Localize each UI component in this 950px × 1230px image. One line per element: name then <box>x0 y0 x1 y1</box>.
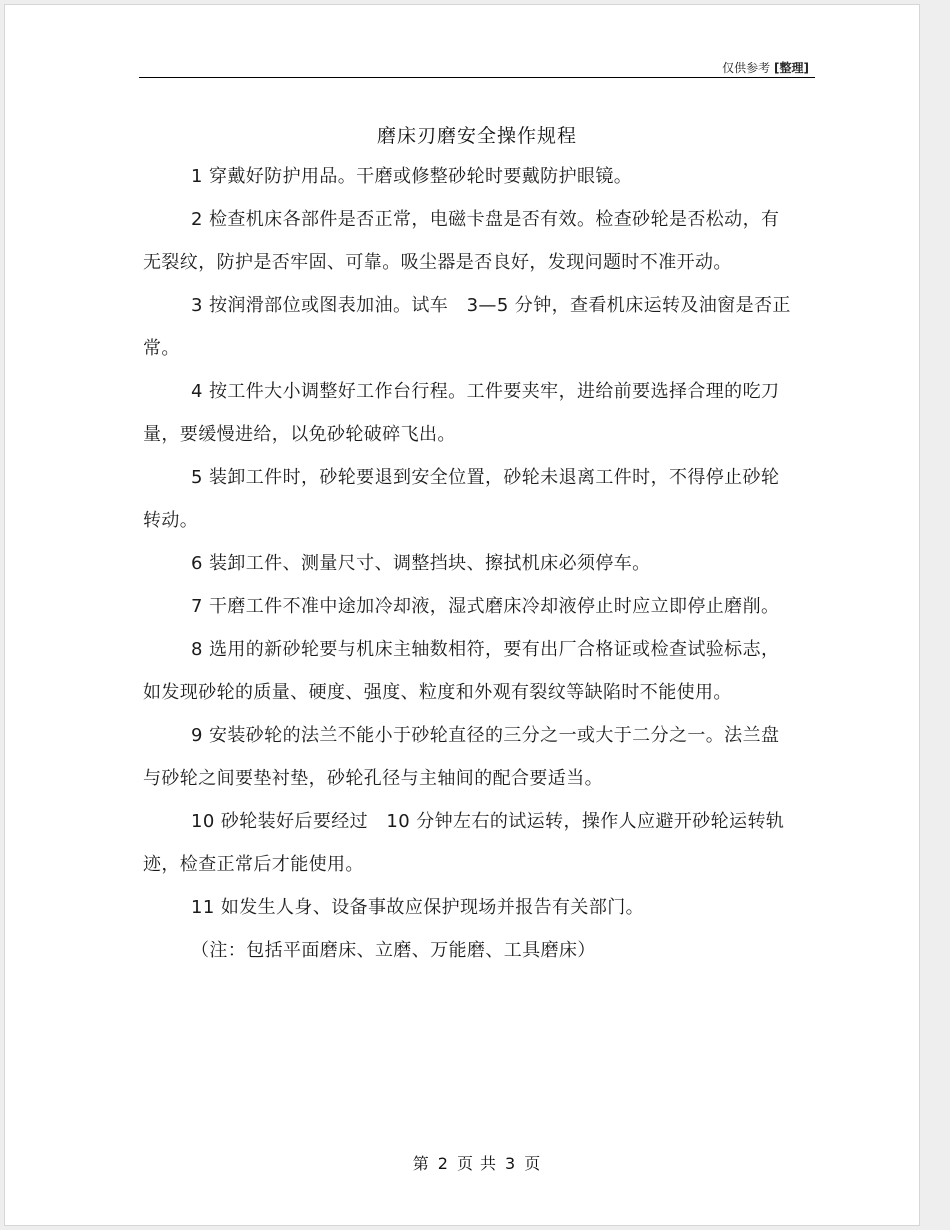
footer-suffix: 页 <box>524 1154 542 1173</box>
document-title: 磨床刃磨安全操作规程 <box>376 125 577 147</box>
paragraph-note: （注：包括平面磨床、立磨、万能磨、工具磨床） <box>191 940 596 961</box>
paragraph-10: 10 砂轮装好后要经过 10 分钟左右的试运转，操作人应避开砂轮运转轨迹，检查正常后才能使用。 <box>143 811 785 875</box>
paragraph-11: 11 如发生人身、设备事故应保护现场并报告有关部门。 <box>191 897 645 918</box>
footer-current-page: 2 <box>437 1154 449 1173</box>
paragraph-6: 6 装卸工件、测量尺寸、调整挡块、擦拭机床必须停车。 <box>191 553 651 574</box>
paragraph-3: 3 按润滑部位或图表加油。试车 3—5 分钟，查看机床运转及油窗是否正常。 <box>143 295 791 359</box>
page-footer <box>139 1151 815 1174</box>
paragraph-2: 2 检查机床各部件是否正常，电磁卡盘是否有效。检查砂轮是否松动，有无裂纹，防护是否牢固、可靠。吸尘器是否良好，发现问题时不准开动。 <box>143 209 780 273</box>
paragraph-8: 8 选用的新砂轮要与机床主轴数相符，要有出厂合格证或检查试验标志，如发现砂轮的质量、硬度、强度、粒度和外观有裂纹等缺陷时不能使用。 <box>143 639 780 703</box>
paragraph-5: 5 装卸工件时，砂轮要退到安全位置，砂轮未退离工件时，不得停止砂轮转动。 <box>143 467 780 531</box>
header-note-text: 仅供参考 <box>722 61 771 75</box>
footer-prefix: 第 <box>412 1154 430 1173</box>
footer-total-pages: 3 <box>505 1154 517 1173</box>
paragraph-4: 4 按工件大小调整好工作台行程。工件要夹牢，进给前要选择合理的吃刀量，要缓慢进给，以免砂轮破碎飞出。 <box>143 381 780 445</box>
document-body <box>143 155 793 972</box>
document-page <box>4 4 920 1226</box>
header-note <box>722 59 809 76</box>
header-divider <box>139 77 815 78</box>
footer-middle: 页 共 <box>456 1154 498 1173</box>
header-note-tag: [整理] <box>774 61 809 75</box>
paragraph-1: 1 穿戴好防护用品。干磨或修整砂轮时要戴防护眼镜。 <box>191 166 633 187</box>
paragraph-9: 9 安装砂轮的法兰不能小于砂轮直径的三分之一或大于二分之一。法兰盘与砂轮之间要垫衬垫，砂轮孔径与主轴间的配合要适当。 <box>143 725 780 789</box>
paragraph-7: 7 干磨工件不准中途加冷却液，湿式磨床冷却液停止时应立即停止磨削。 <box>191 596 780 617</box>
